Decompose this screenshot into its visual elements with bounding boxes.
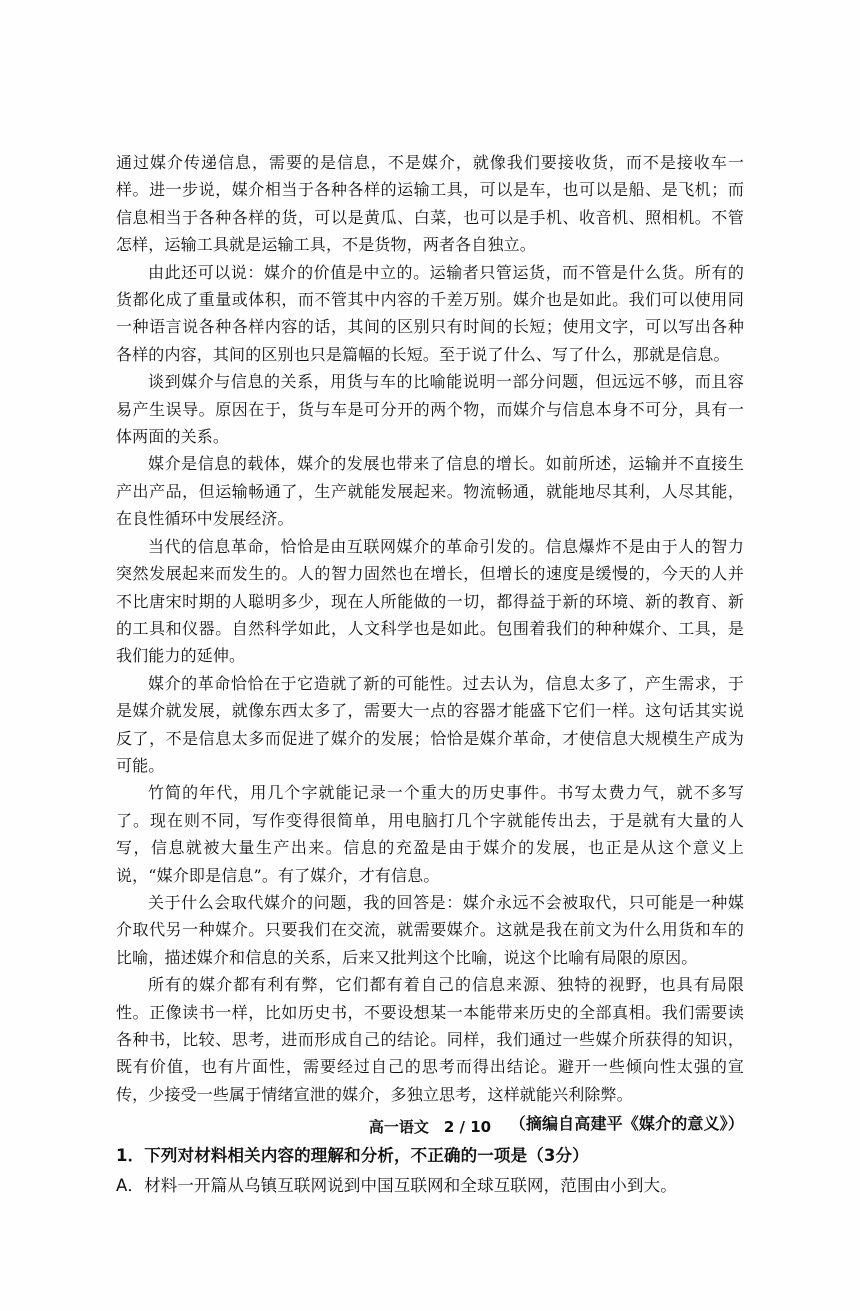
paragraph-5: 当代的信息革命，恰恰是由互联网媒介的革命引发的。信息爆炸不是由于人的智力突然发展起来而发生的。人的智力固然也在增长，但增长的速度是缓慢的，今天的人并不比唐宋时期的人聪明多少，现在人所能做的一切，都得益于新的环境、新的教育、新的工具和仪器。自然科学如此，人文科学也是如此。包围着我们的种种媒介、工具，是我们能力的延伸。 [116, 536, 744, 666]
paragraph-3: 谈到媒介与信息的关系，用货与车的比喻能说明一部分问题，但远远不够，而且容易产生误导。原因在于，货与车是可分开的两个物，而媒介与信息本身不可分，具有一体两面的关系。 [116, 372, 744, 447]
paragraph-9: 所有的媒介都有利有弊，它们都有着自己的信息来源、独特的视野，也具有局限性。正像读书一样，比如历史书，不要设想某一本能带来历史的全部真相。我们需要读各种书，比较、思考，进而形成自己的结论。同样，我们通过一些媒介所获得的知识，既有价值，也有片面性，需要经过自己的思考而得出结论。避开一些倾向性太强的宣传，少接受一些属于情绪宣泄的媒介，多独立思考，这样就能兴利除弊。 [116, 975, 744, 1104]
paragraph-6: 媒介的革命恰恰在于它造就了新的可能性。过去认为，信息太多了，产生需求，于是媒介就发展，就像东西太多了，需要大一点的容器才能盛下它们一样。这句话其实说反了，不是信息太多而促进了媒介的发展；恰恰是媒介革命，才使信息大规模生产成为可能。 [116, 673, 744, 775]
paragraph-1: 通过媒介传递信息，需要的是信息，不是媒介，就像我们要接收货，而不是接收车一样。进一步说，媒介相当于各种各样的运输工具，可以是车，也可以是船、是飞机；而信息相当于各种各样的货，可以是黄瓜、白菜，也可以是手机、收音机、照相机。不管怎样，运输工具就是运输工具，不是货物，两者各自独立。 [116, 153, 744, 255]
paragraph-7: 竹简的年代，用几个字就能记录一个重大的历史事件。书写太费力气，就不多写了。现在则不同，写作变得很简单，用电脑打几个字就能传出去，于是就有大量的人写，信息就被大量生产出来。信息的充盈是由于媒介的发展，也正是从这个意义上说，“媒介即是信息”。有了媒介，才有信息。 [116, 783, 744, 885]
article-source: （摘编自高建平《媒介的意义》） [509, 1114, 744, 1134]
paragraph-4: 媒介是信息的载体，媒介的发展也带来了信息的增长。如前所述，运输并不直接生产出产品，但运输畅通了，生产就能发展起来。物流畅通，就能地尽其利，人尽其能，在良性循环中发展经济。 [116, 454, 744, 529]
question-option-a: A．材料一开篇从乌镇互联网说到中国互联网和全球互联网，范围由小到大。 [116, 1175, 677, 1195]
page-footer: 高一语文 2 / 10 [368, 1118, 492, 1136]
question-stem: 1．下列对材料相关内容的理解和分析，不正确的一项是（3分） [116, 1145, 589, 1165]
article-body [116, 149, 744, 1200]
paragraph-2: 由此还可以说：媒介的价值是中立的。运输者只管运货，而不管是什么货。所有的货都化成了重量或体积，而不管其中内容的千差万别。媒介也是如此。我们可以使用同一种语言说各种各样内容的话，其间的区别只有时间的长短；使用文字，可以写出各种各样的内容，其间的区别也只是篇幅的长短。至于说了什么、写了什么，那就是信息。 [116, 262, 744, 364]
paragraph-8: 关于什么会取代媒介的问题，我的回答是：媒介永远不会被取代，只可能是一种媒介取代另一种媒介。只要我们在交流，就需要媒介。这就是我在前文为什么用货和车的比喻，描述媒介和信息的关系，后来又批判这个比喻，说这个比喻有局限的原因。 [116, 892, 744, 967]
